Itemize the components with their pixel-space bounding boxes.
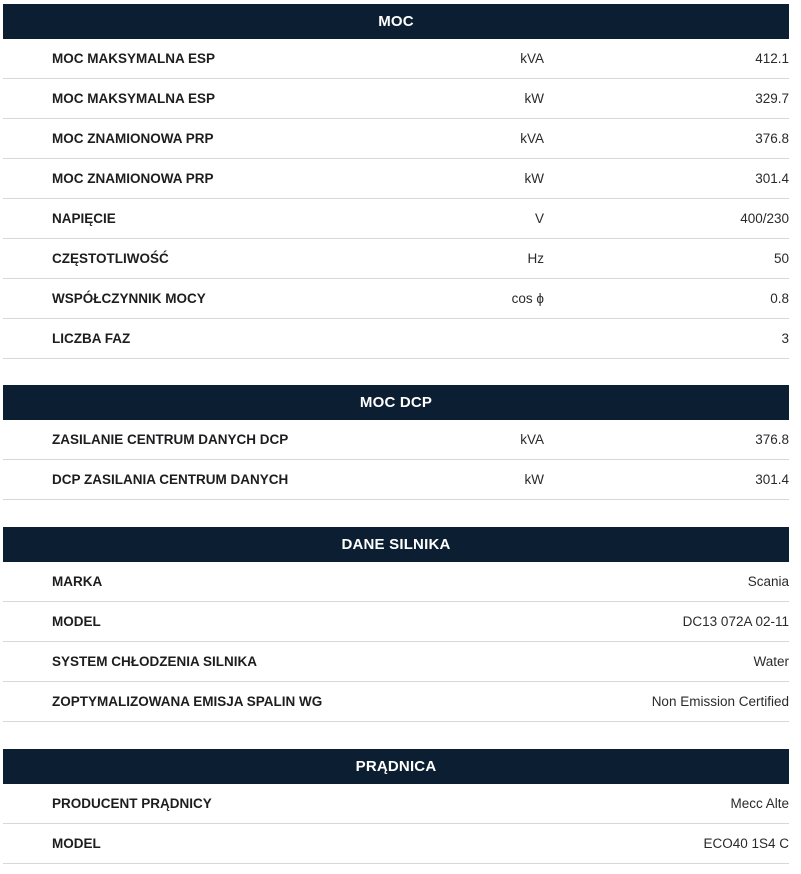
section-header: MOC — [3, 4, 789, 39]
row-label: MODEL — [52, 836, 101, 851]
row-label: MODEL — [52, 614, 101, 629]
table-row — [3, 39, 789, 79]
row-unit: kW — [524, 91, 544, 106]
table-row — [3, 239, 789, 279]
table-row — [3, 602, 789, 642]
table-row — [3, 784, 789, 824]
row-label: WSPÓŁCZYNNIK MOCY — [52, 291, 206, 306]
row-value: 329.7 — [755, 91, 789, 106]
section-header: PRĄDNICA — [3, 749, 789, 784]
row-label: MOC MAKSYMALNA ESP — [52, 91, 216, 106]
table-row — [3, 562, 789, 602]
row-value: 301.4 — [755, 171, 789, 186]
row-label: LICZBA FAZ — [52, 331, 131, 346]
row-label: MOC ZNAMIONOWA PRP — [52, 171, 214, 186]
table-row — [3, 119, 789, 159]
row-label: PRODUCENT PRĄDNICY — [52, 796, 212, 811]
row-value: Mecc Alte — [730, 796, 789, 811]
row-value: 50 — [773, 251, 789, 266]
row-unit: kVA — [520, 131, 544, 146]
row-label: DCP ZASILANIA CENTRUM DANYCH — [52, 472, 289, 487]
section-header: MOC DCP — [3, 385, 789, 420]
row-unit: kVA — [520, 432, 544, 447]
section-moc — [3, 4, 789, 359]
table-row — [3, 159, 789, 199]
row-unit: V — [534, 211, 544, 226]
row-value: DC13 072A 02-11 — [682, 614, 789, 629]
section-header: DANE SILNIKA — [3, 527, 789, 562]
row-value: 412.1 — [755, 51, 789, 66]
spec-tables — [3, 4, 789, 864]
row-value: 301.4 — [755, 472, 789, 487]
row-unit: kVA — [520, 51, 544, 66]
section-pradnica — [3, 749, 789, 864]
row-value: Water — [753, 654, 789, 669]
row-value: ECO40 1S4 C — [703, 836, 789, 851]
row-value: Scania — [747, 574, 789, 589]
row-unit: kW — [524, 472, 544, 487]
table-row — [3, 642, 789, 682]
table-row — [3, 79, 789, 119]
table-row — [3, 279, 789, 319]
table-row — [3, 682, 789, 722]
row-unit: Hz — [527, 251, 544, 266]
row-value: 0.8 — [770, 291, 789, 306]
row-value: 376.8 — [755, 432, 789, 447]
row-unit: kW — [524, 171, 544, 186]
table-row — [3, 199, 789, 239]
row-value: 376.8 — [755, 131, 789, 146]
row-label: ZOPTYMALIZOWANA EMISJA SPALIN WG — [52, 694, 323, 709]
row-value: 3 — [781, 331, 789, 346]
table-row — [3, 460, 789, 500]
table-row — [3, 420, 789, 460]
row-label: MOC ZNAMIONOWA PRP — [52, 131, 214, 146]
row-value: 400/230 — [740, 211, 789, 226]
row-label: CZĘSTOTLIWOŚĆ — [52, 251, 169, 266]
row-label: ZASILANIE CENTRUM DANYCH DCP — [52, 432, 289, 447]
row-label: SYSTEM CHŁODZENIA SILNIKA — [52, 654, 258, 669]
row-label: MARKA — [52, 574, 103, 589]
section-dane-silnika — [3, 527, 789, 722]
section-moc-dcp — [3, 385, 789, 500]
row-unit: cos ϕ — [511, 291, 544, 306]
table-row — [3, 824, 789, 864]
row-label: NAPIĘCIE — [52, 211, 116, 226]
table-row — [3, 319, 789, 359]
row-label: MOC MAKSYMALNA ESP — [52, 51, 216, 66]
row-value: Non Emission Certified — [651, 694, 789, 709]
